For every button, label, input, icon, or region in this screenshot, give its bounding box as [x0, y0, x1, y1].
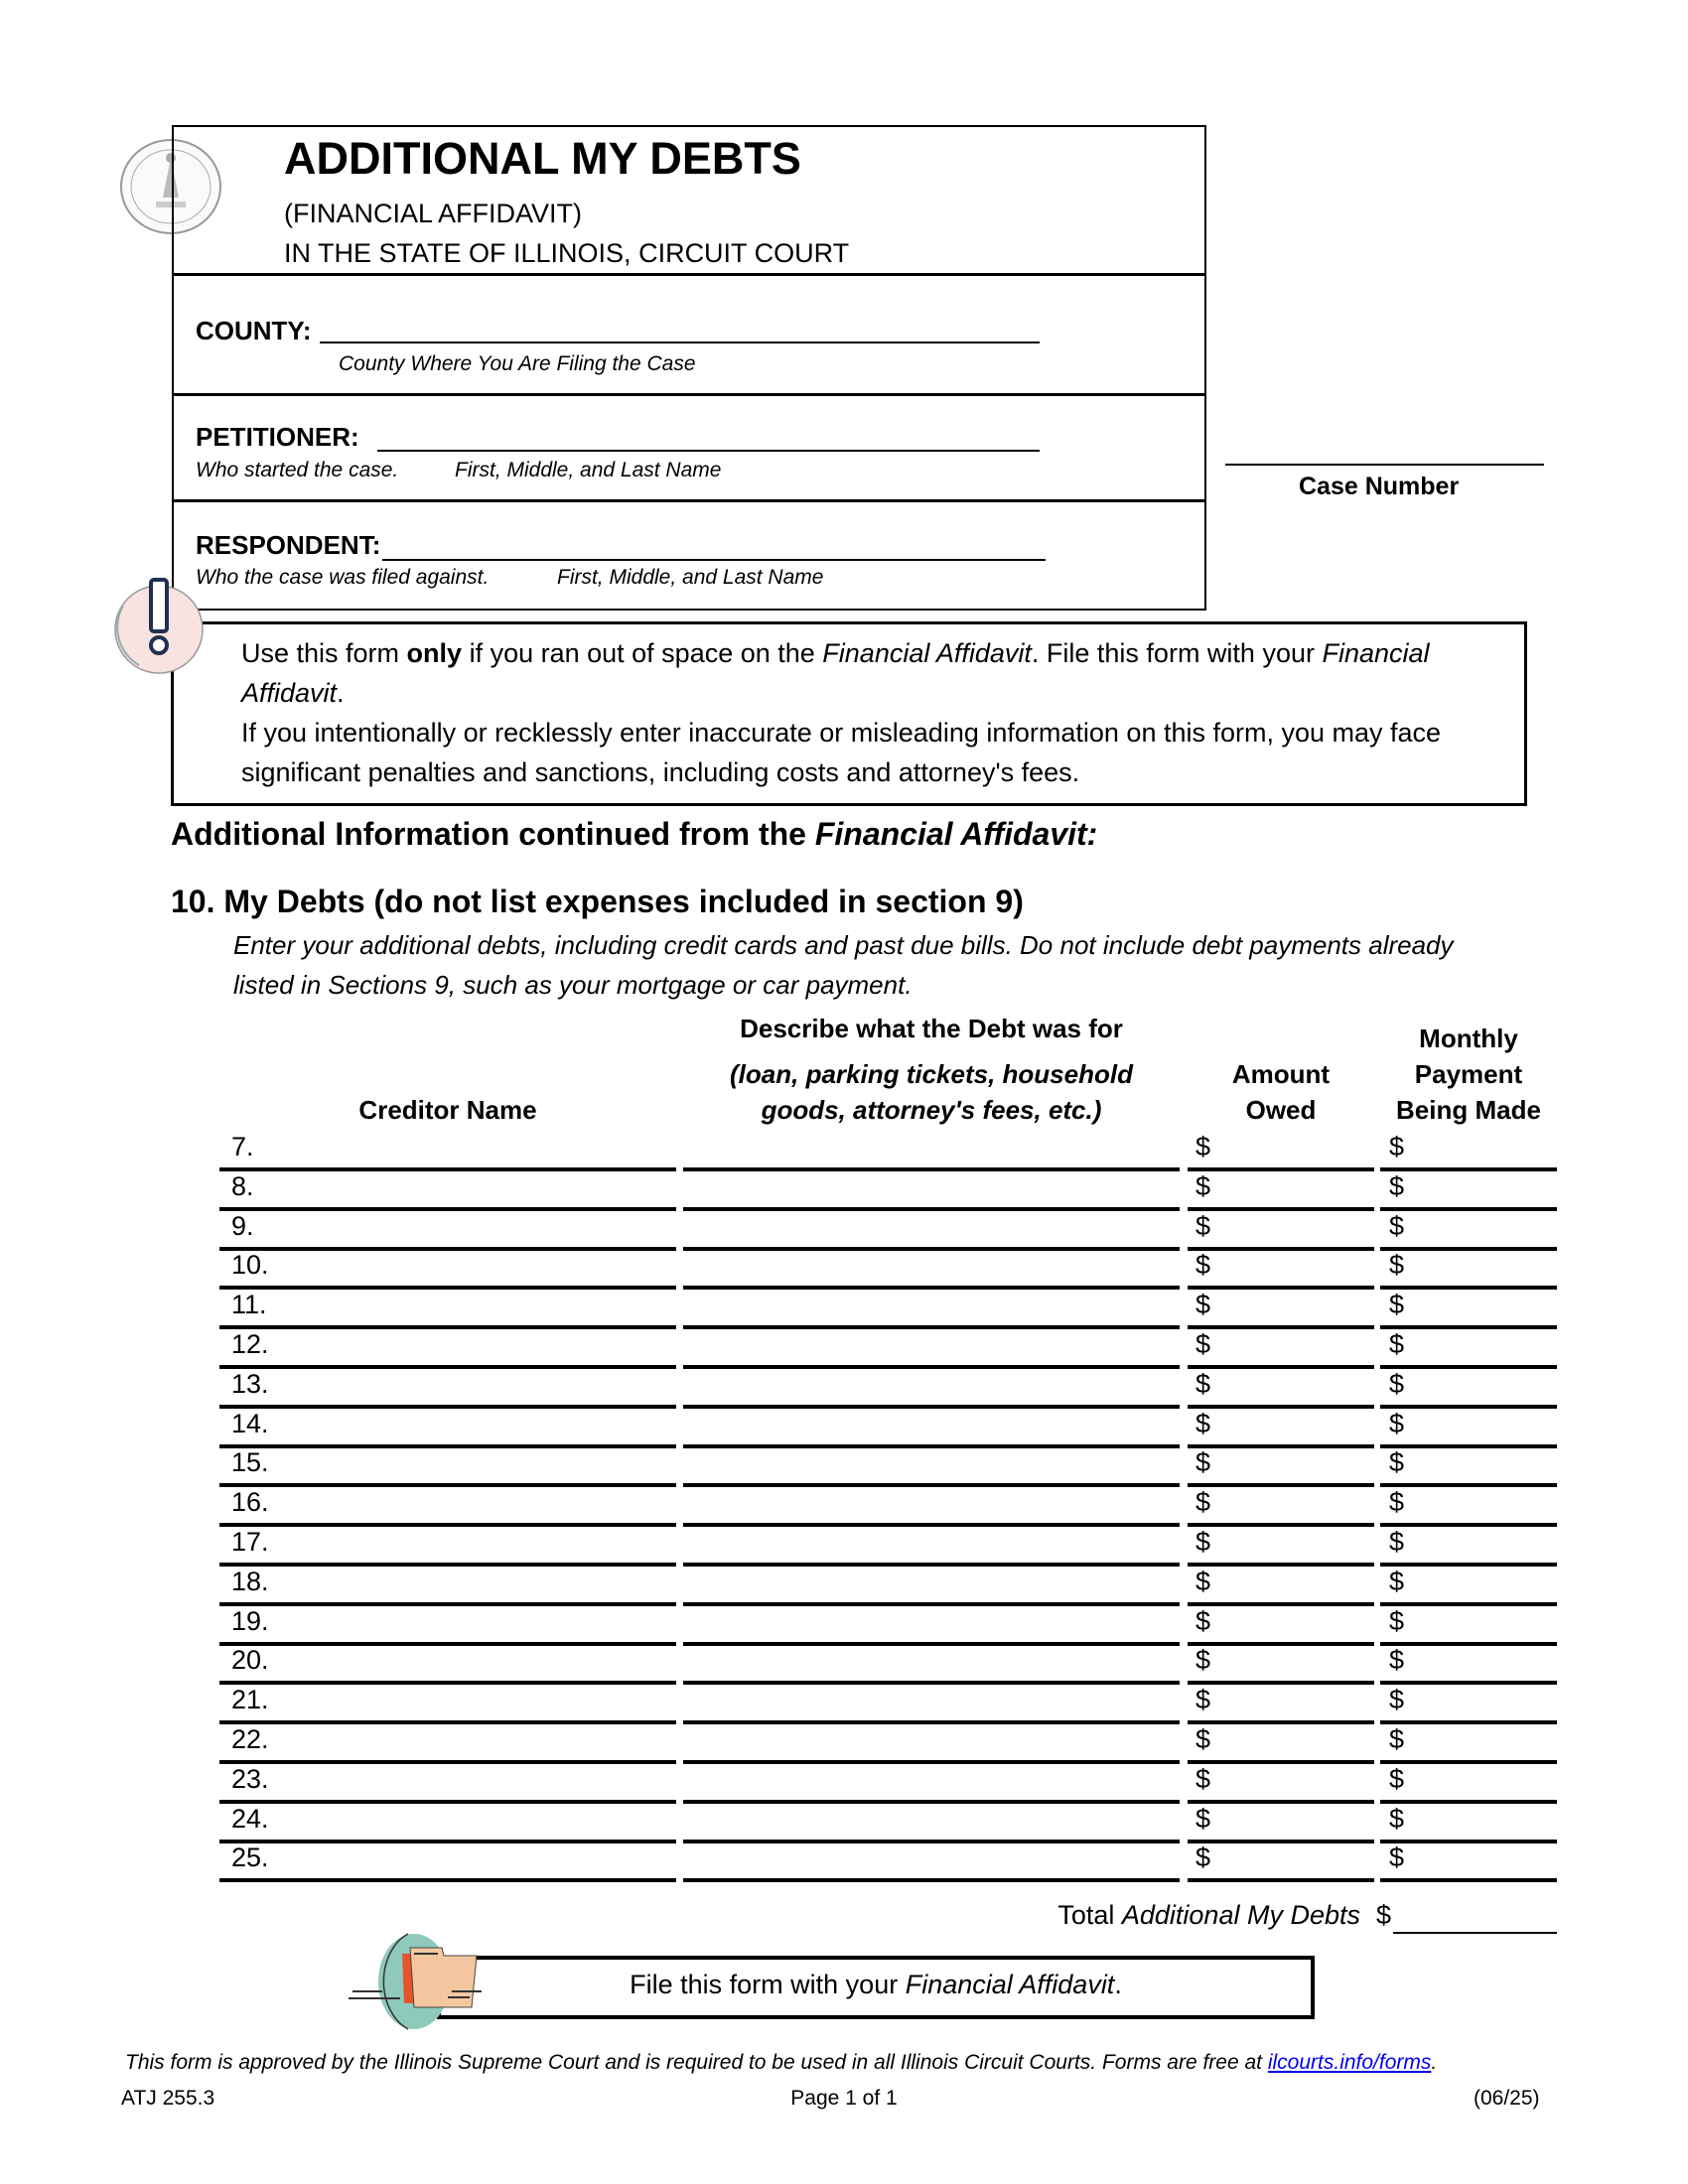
row-number: 14. — [231, 1408, 269, 1438]
form-id: ATJ 255.3 — [121, 2087, 215, 2110]
amount-owed-field[interactable] — [1188, 1444, 1374, 1448]
section-instructions: Enter your additional debts, including credit cards and past due bills. Do not include debt payments already listed in Sections 9, such as your mortgage or car payment. — [233, 930, 1454, 1000]
creditor-name-field[interactable] — [219, 1800, 676, 1804]
forms-link[interactable]: ilcourts.info/forms — [1267, 2051, 1432, 2074]
footer-approval: This form is approved by the Illinois Supreme Court and is required to be used in all Illinois Circuit Courts. Forms are free at ilcourts.info/forms. — [125, 2051, 1438, 2074]
debt-description-field[interactable] — [683, 1207, 1180, 1211]
additional-info-heading: Additional Information continued from the Financial Affidavit: — [171, 816, 1098, 852]
monthly-currency: $ — [1389, 1487, 1405, 1518]
monthly-currency: $ — [1389, 1368, 1405, 1399]
amount-currency: $ — [1196, 1210, 1211, 1241]
monthly-payment-field[interactable] — [1380, 1878, 1557, 1882]
monthly-currency: $ — [1389, 1566, 1405, 1596]
amount-currency: $ — [1196, 1408, 1211, 1438]
monthly-currency: $ — [1389, 1685, 1405, 1715]
row-number: 17. — [231, 1527, 269, 1557]
amount-owed-field[interactable] — [1188, 1642, 1374, 1646]
amount-currency: $ — [1196, 1843, 1211, 1873]
monthly-currency: $ — [1389, 1170, 1405, 1201]
amount-owed-field[interactable] — [1188, 1365, 1374, 1369]
respondent-hint-name: First, Middle, and Last Name — [557, 566, 824, 589]
petitioner-label: PETITIONER: — [196, 422, 359, 452]
debt-description-field[interactable] — [683, 1642, 1180, 1646]
creditor-name-field[interactable] — [219, 1642, 676, 1646]
debt-description-field[interactable] — [683, 1325, 1180, 1329]
total-field[interactable] — [1393, 1932, 1557, 1934]
petitioner-hint-role: Who started the case. — [196, 459, 399, 481]
debt-description-field[interactable] — [683, 1286, 1180, 1290]
monthly-payment-field[interactable] — [1380, 1286, 1557, 1290]
creditor-name-field[interactable] — [219, 1602, 676, 1606]
creditor-name-field[interactable] — [219, 1523, 676, 1527]
amount-currency: $ — [1196, 1605, 1211, 1636]
row-number: 21. — [231, 1685, 269, 1715]
amount-owed-field[interactable] — [1188, 1207, 1374, 1211]
header-creditor-name: Creditor Name — [358, 1095, 537, 1125]
amount-currency: $ — [1196, 1447, 1211, 1478]
amount-owed-field[interactable] — [1188, 1286, 1374, 1290]
total-label: Total Additional My Debts — [1057, 1900, 1360, 1930]
row-number: 12. — [231, 1329, 269, 1359]
monthly-payment-field[interactable] — [1380, 1483, 1557, 1487]
creditor-name-field[interactable] — [219, 1878, 676, 1882]
row-number: 10. — [231, 1250, 269, 1281]
row-number: 11. — [231, 1290, 267, 1320]
debt-description-field[interactable] — [683, 1681, 1180, 1685]
debt-description-field[interactable] — [683, 1483, 1180, 1487]
row-number: 24. — [231, 1803, 269, 1834]
row-number: 20. — [231, 1645, 269, 1676]
row-number: 15. — [231, 1447, 269, 1478]
creditor-name-field[interactable] — [219, 1405, 676, 1409]
monthly-payment-field[interactable] — [1380, 1563, 1557, 1567]
amount-currency: $ — [1196, 1290, 1211, 1320]
court-name: IN THE STATE OF ILLINOIS, CIRCUIT COURT — [284, 238, 850, 268]
row-number: 16. — [231, 1487, 269, 1518]
monthly-payment-field[interactable] — [1380, 1247, 1557, 1251]
debt-description-field[interactable] — [683, 1800, 1180, 1804]
amount-owed-field[interactable] — [1188, 1325, 1374, 1329]
debt-description-field[interactable] — [683, 1878, 1180, 1882]
case-number-label: Case Number — [1299, 473, 1460, 500]
monthly-currency: $ — [1389, 1408, 1405, 1438]
amount-owed-field[interactable] — [1188, 1602, 1374, 1606]
monthly-payment-field[interactable] — [1380, 1840, 1557, 1843]
amount-currency: $ — [1196, 1724, 1211, 1754]
monthly-currency: $ — [1389, 1527, 1405, 1557]
file-with-text: File this form with your Financial Affidavit. — [630, 1970, 1122, 1999]
header-describe-hint-1: (loan, parking tickets, household — [730, 1059, 1133, 1089]
debt-description-field[interactable] — [683, 1444, 1180, 1448]
monthly-currency: $ — [1389, 1605, 1405, 1636]
amount-currency: $ — [1196, 1487, 1211, 1518]
row-number: 22. — [231, 1724, 269, 1754]
amount-currency: $ — [1196, 1763, 1211, 1794]
amount-owed-field[interactable] — [1188, 1878, 1374, 1882]
row-number: 23. — [231, 1763, 269, 1794]
row-number: 9. — [231, 1210, 254, 1241]
amount-currency: $ — [1196, 1170, 1211, 1201]
page-number: Page 1 of 1 — [790, 2087, 898, 2110]
creditor-name-field[interactable] — [219, 1247, 676, 1251]
debt-description-field[interactable] — [683, 1563, 1180, 1567]
warning-text: Use this form only if you ran out of space on the Financial Affidavit. File this form with your Financial Affidavit. If you intentionally or recklessly enter inaccurate or misleading information on this form, you may face significant penalties and sanctions, including costs and attorney's fees. — [241, 638, 1442, 787]
row-number: 7. — [231, 1132, 254, 1161]
creditor-name-field[interactable] — [219, 1681, 676, 1685]
monthly-currency: $ — [1389, 1724, 1405, 1754]
header-describe-hint-2: goods, attorney's fees, etc.) — [761, 1095, 1102, 1125]
county-hint: County Where You Are Filing the Case — [339, 352, 696, 375]
monthly-currency: $ — [1389, 1329, 1405, 1359]
amount-owed-field[interactable] — [1188, 1760, 1374, 1764]
header-monthly-payment: Monthly Payment Being Made — [1396, 1024, 1541, 1125]
monthly-payment-field[interactable] — [1380, 1207, 1557, 1211]
debt-description-field[interactable] — [683, 1523, 1180, 1527]
debt-description-field[interactable] — [683, 1760, 1180, 1764]
monthly-payment-field[interactable] — [1380, 1405, 1557, 1409]
exclamation-icon — [109, 576, 209, 677]
debt-description-field[interactable] — [683, 1167, 1180, 1171]
monthly-currency: $ — [1389, 1447, 1405, 1478]
monthly-payment-field[interactable] — [1380, 1720, 1557, 1724]
creditor-name-field[interactable] — [219, 1207, 676, 1211]
monthly-payment-field[interactable] — [1380, 1365, 1557, 1369]
amount-owed-field[interactable] — [1188, 1247, 1374, 1251]
amount-currency: $ — [1196, 1685, 1211, 1715]
debt-description-field[interactable] — [683, 1365, 1180, 1369]
monthly-currency: $ — [1389, 1763, 1405, 1794]
header-amount-owed: Amount Owed — [1231, 1059, 1331, 1125]
creditor-name-field[interactable] — [219, 1325, 676, 1329]
row-number: 25. — [231, 1843, 269, 1873]
monthly-payment-field[interactable] — [1380, 1800, 1557, 1804]
petitioner-hint-name: First, Middle, and Last Name — [455, 459, 722, 481]
amount-currency: $ — [1196, 1329, 1211, 1359]
respondent-label: RESPONDENT: — [196, 530, 381, 560]
amount-currency: $ — [1196, 1368, 1211, 1399]
form-subtitle: (FINANCIAL AFFIDAVIT) — [284, 199, 583, 228]
amount-currency: $ — [1196, 1132, 1211, 1161]
row-number: 19. — [231, 1605, 269, 1636]
monthly-payment-field[interactable] — [1380, 1602, 1557, 1606]
monthly-payment-field[interactable] — [1380, 1167, 1557, 1171]
row-number: 18. — [231, 1566, 269, 1596]
monthly-currency: $ — [1389, 1290, 1405, 1320]
amount-currency: $ — [1196, 1250, 1211, 1281]
amount-owed-field[interactable] — [1188, 1405, 1374, 1409]
creditor-name-field[interactable] — [219, 1840, 676, 1843]
county-field[interactable] — [320, 341, 1040, 343]
debt-description-field[interactable] — [683, 1405, 1180, 1409]
total-currency: $ — [1376, 1900, 1392, 1930]
monthly-currency: $ — [1389, 1250, 1405, 1281]
debt-description-field[interactable] — [683, 1247, 1180, 1251]
amount-owed-field[interactable] — [1188, 1523, 1374, 1527]
folder-icon — [343, 1926, 487, 2037]
amount-owed-field[interactable] — [1188, 1563, 1374, 1567]
amount-currency: $ — [1196, 1527, 1211, 1557]
monthly-payment-field[interactable] — [1380, 1681, 1557, 1685]
monthly-currency: $ — [1389, 1645, 1405, 1676]
debt-description-field[interactable] — [683, 1720, 1180, 1724]
monthly-payment-field[interactable] — [1380, 1760, 1557, 1764]
penalty-warning: If you intentionally or recklessly enter inaccurate or misleading information on this form, you may face significant penalties and sanctions, including costs and attorney's fees. — [241, 718, 1442, 787]
debt-description-field[interactable] — [683, 1602, 1180, 1606]
monthly-payment-field[interactable] — [1380, 1642, 1557, 1646]
creditor-name-field[interactable] — [219, 1720, 676, 1724]
monthly-payment-field[interactable] — [1380, 1523, 1557, 1527]
petitioner-field[interactable] — [377, 450, 1040, 452]
monthly-payment-field[interactable] — [1380, 1325, 1557, 1329]
creditor-name-field[interactable] — [219, 1365, 676, 1369]
row-number: 8. — [231, 1170, 254, 1201]
debt-description-field[interactable] — [683, 1840, 1180, 1843]
row-number: 13. — [231, 1368, 269, 1399]
county-label: COUNTY: — [196, 316, 312, 345]
creditor-name-field[interactable] — [219, 1563, 676, 1567]
creditor-name-field[interactable] — [219, 1760, 676, 1764]
amount-owed-field[interactable] — [1188, 1483, 1374, 1487]
amount-owed-field[interactable] — [1188, 1720, 1374, 1724]
respondent-hint-role: Who the case was filed against. — [196, 566, 490, 589]
respondent-field[interactable] — [382, 559, 1046, 561]
amount-owed-field[interactable] — [1188, 1167, 1374, 1171]
case-number-field[interactable] — [1225, 464, 1544, 466]
amount-currency: $ — [1196, 1566, 1211, 1596]
monthly-currency: $ — [1389, 1132, 1405, 1161]
amount-owed-field[interactable] — [1188, 1840, 1374, 1843]
creditor-name-field[interactable] — [219, 1483, 676, 1487]
amount-owed-field[interactable] — [1188, 1681, 1374, 1685]
monthly-currency: $ — [1389, 1843, 1405, 1873]
monthly-payment-field[interactable] — [1380, 1444, 1557, 1448]
monthly-currency: $ — [1389, 1210, 1405, 1241]
section-title: 10. My Debts (do not list expenses included in section 9) — [171, 884, 1024, 919]
amount-currency: $ — [1196, 1803, 1211, 1834]
monthly-currency: $ — [1389, 1803, 1405, 1834]
creditor-name-field[interactable] — [219, 1167, 676, 1171]
creditor-name-field[interactable] — [219, 1444, 676, 1448]
header-describe: Describe what the Debt was for — [740, 1014, 1123, 1043]
creditor-name-field[interactable] — [219, 1286, 676, 1290]
amount-owed-field[interactable] — [1188, 1800, 1374, 1804]
amount-currency: $ — [1196, 1645, 1211, 1676]
form-date: (06/25) — [1474, 2087, 1540, 2110]
form-title: ADDITIONAL MY DEBTS — [284, 133, 801, 184]
